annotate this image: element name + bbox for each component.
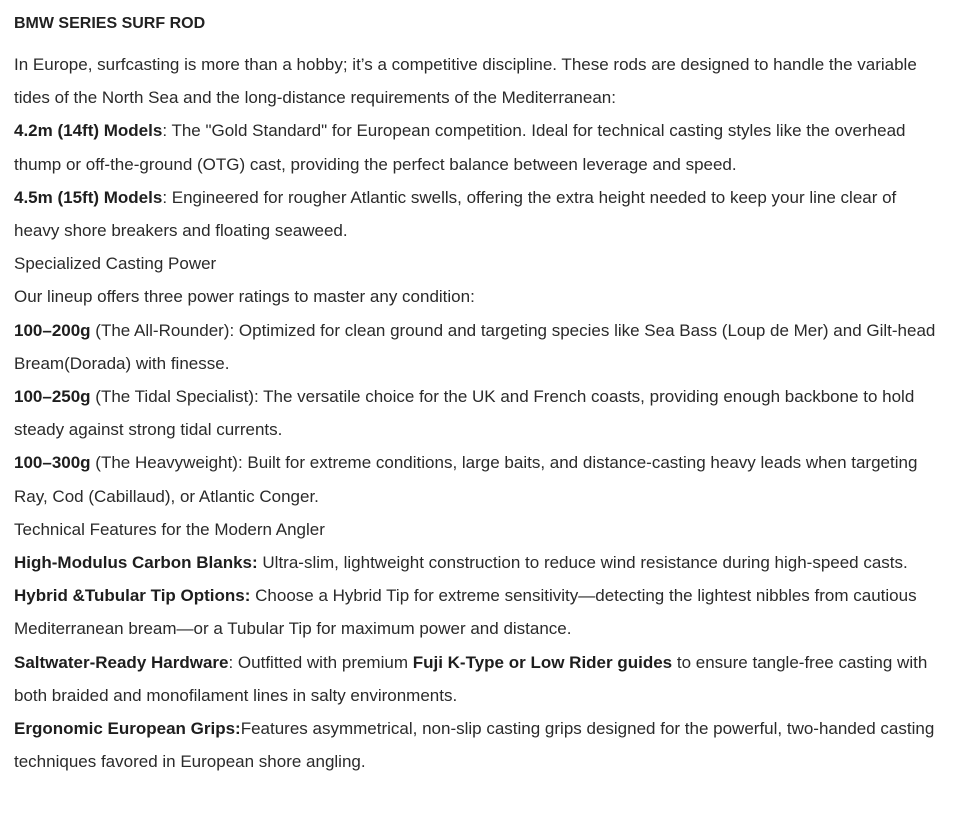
power-heading: Specialized Casting Power [14,254,217,274]
feature-description-part: to ensure tangle-free casting with both braided and monofilament lines in salty environments. [14,652,928,705]
features-heading: Technical Features for the Modern Angler [14,519,325,539]
feature-carbon-blanks [14,546,946,579]
model-label: 4.2m (14ft) Models [14,121,163,141]
intro-paragraph: In Europe, surfcasting is more than a hobby; it’s a competitive discipline. These rods are designed to handle the variable tides of the North Sea and the long-distance requirements of the Mediterranean: [14,55,917,108]
power-description: (The Tidal Specialist): The versatile choice for the UK and French coasts, providing enough backbone to hold steady against strong tidal currents. [14,387,915,440]
model-description: : The "Gold Standard" for European competition. Ideal for technical casting styles like the overhead thump or off-the-ground (OTG) cast, providing the perfect balance between leverage and speed. [14,121,906,174]
feature-description: Features asymmetrical, non-slip casting grips designed for the powerful, two-handed casting techniques favored in European shore angling. [14,719,935,772]
feature-description: Ultra-slim, lightweight construction to reduce wind resistance during high-speed casts. [257,553,908,573]
model-label: 4.5m (15ft) Models [14,187,163,207]
feature-label: Saltwater-Ready Hardware [14,652,229,672]
model-item-14ft [14,114,946,180]
feature-description-part: : Outfitted with premium [228,652,413,672]
feature-label: Ergonomic European Grips: [14,719,241,739]
power-label: 100–200g [14,320,91,340]
power-rating-250g [14,380,946,446]
power-label: 100–250g [14,387,91,407]
model-item-15ft [14,181,946,247]
power-description: (The All-Rounder): Optimized for clean ground and targeting species like Sea Bass (Loup de Mer) and Gilt-head Bream(Dorada) with finesse. [14,320,936,373]
feature-label: Hybrid &Tubular Tip Options: [14,586,251,606]
feature-description: Choose a Hybrid Tip for extreme sensitivity—detecting the lightest nibbles from cautious Mediterranean bream—or a Tubular Tip for maximum power and distance. [14,586,917,639]
power-rating-300g [14,446,946,512]
model-description: : Engineered for rougher Atlantic swells, offering the extra height needed to keep your line clear of heavy shore breakers and floating seaweed. [14,187,897,241]
power-rating-200g [14,314,946,380]
power-label: 100–300g [14,453,91,473]
power-intro: Our lineup offers three power ratings to master any condition: [14,287,475,307]
feature-label: High-Modulus Carbon Blanks: [14,553,258,573]
power-description: (The Heavyweight): Built for extreme conditions, large baits, and distance-casting heavy leads when targeting Ray, Cod (Cabillaud), or Atlantic Conger. [14,453,918,506]
page-title: BMW SERIES SURF ROD [14,15,206,32]
feature-tip-options [14,579,946,645]
feature-saltwater-hardware [14,646,946,712]
feature-highlight: Fuji K-Type or Low Rider guides [412,652,673,672]
feature-european-grips [14,712,946,778]
